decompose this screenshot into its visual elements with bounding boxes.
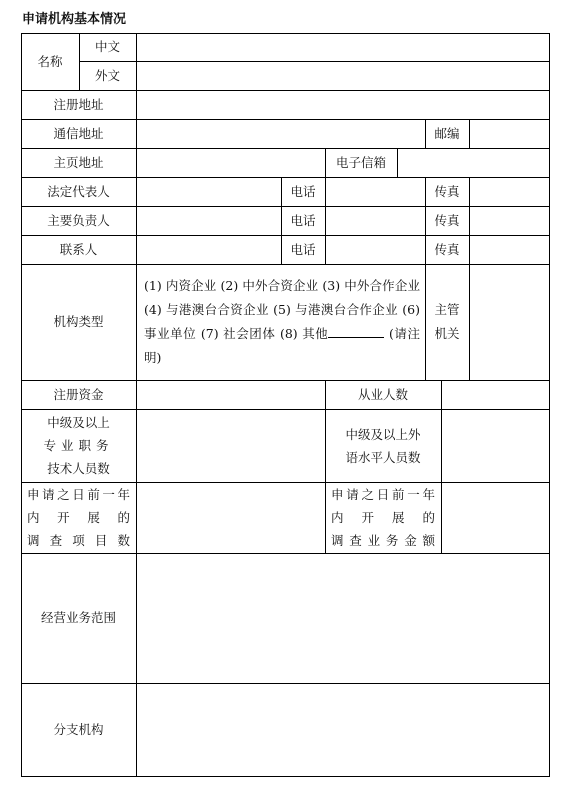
label-projects: 申请之日前一年 内开展的 调查项目数 <box>27 487 130 548</box>
label-org-type: 机构类型 <box>53 314 104 330</box>
projects-field[interactable] <box>137 483 325 553</box>
reg-capital-field[interactable] <box>137 381 325 409</box>
label-fax: 传真 <box>434 212 460 228</box>
org-type-options: (1) 内资企业 (2) 中外合资企业 (3) 中外合作企业 (4) 与港澳台合资企业 (5) 与港澳台合作企业 (6) 事业单位 (7) 社会团体 (8) 其他 (请注明) <box>144 278 420 365</box>
label-reg-address: 注册地址 <box>53 96 104 112</box>
label-homepage: 主页地址 <box>53 154 104 170</box>
label-fax: 传真 <box>434 183 460 199</box>
contact-field[interactable] <box>137 236 281 264</box>
label-lang-staff: 中级及以上外 语水平人员数 <box>345 426 421 465</box>
email-field[interactable] <box>398 149 549 177</box>
legal-rep-fax-field[interactable] <box>470 178 549 206</box>
label-email: 电子信箱 <box>335 154 386 170</box>
foreign-name-field[interactable] <box>137 62 549 90</box>
label-business-scope: 经营业务范围 <box>40 610 116 626</box>
principal-field[interactable] <box>137 207 281 235</box>
label-phone: 电话 <box>290 212 316 228</box>
label-supervisor: 主管 机关 <box>434 302 460 341</box>
employees-field[interactable] <box>442 381 549 409</box>
form-title: 申请机构基本情况 <box>22 12 127 27</box>
other-blank <box>328 325 384 338</box>
lang-staff-field[interactable] <box>442 410 549 482</box>
branches-field[interactable] <box>137 684 549 776</box>
legal-rep-field[interactable] <box>137 178 281 206</box>
principal-phone-field[interactable] <box>326 207 425 235</box>
chinese-name-field[interactable] <box>137 34 549 61</box>
tech-staff-field[interactable] <box>137 410 325 482</box>
supervisor-field[interactable] <box>470 265 549 380</box>
legal-rep-phone-field[interactable] <box>326 178 425 206</box>
survey-amount-field[interactable] <box>442 483 549 553</box>
label-contact: 联系人 <box>59 241 98 257</box>
label-postcode: 邮编 <box>434 125 460 141</box>
label-fax: 传真 <box>434 241 460 257</box>
postcode-field[interactable] <box>470 120 549 148</box>
label-employees: 从业人数 <box>357 386 408 402</box>
reg-address-field[interactable] <box>137 91 549 119</box>
mail-address-field[interactable] <box>137 120 425 148</box>
label-name: 名称 <box>37 53 63 69</box>
label-phone: 电话 <box>290 183 316 199</box>
label-principal: 主要负责人 <box>47 212 110 228</box>
label-chinese: 中文 <box>94 39 120 55</box>
contact-phone-field[interactable] <box>326 236 425 264</box>
label-branches: 分支机构 <box>53 722 104 738</box>
homepage-field[interactable] <box>137 149 325 177</box>
label-mail-address: 通信地址 <box>53 125 104 141</box>
label-legal-rep: 法定代表人 <box>47 183 110 199</box>
contact-fax-field[interactable] <box>470 236 549 264</box>
label-tech-staff: 中级及以上 专业职务 技术人员数 <box>43 415 114 476</box>
label-foreign: 外文 <box>94 67 120 83</box>
label-reg-capital: 注册资金 <box>53 386 104 402</box>
principal-fax-field[interactable] <box>470 207 549 235</box>
label-phone: 电话 <box>290 241 316 257</box>
business-scope-field[interactable] <box>137 554 549 683</box>
label-survey-amount: 申请之日前一年 内开展的 调查业务金额 <box>331 487 435 548</box>
